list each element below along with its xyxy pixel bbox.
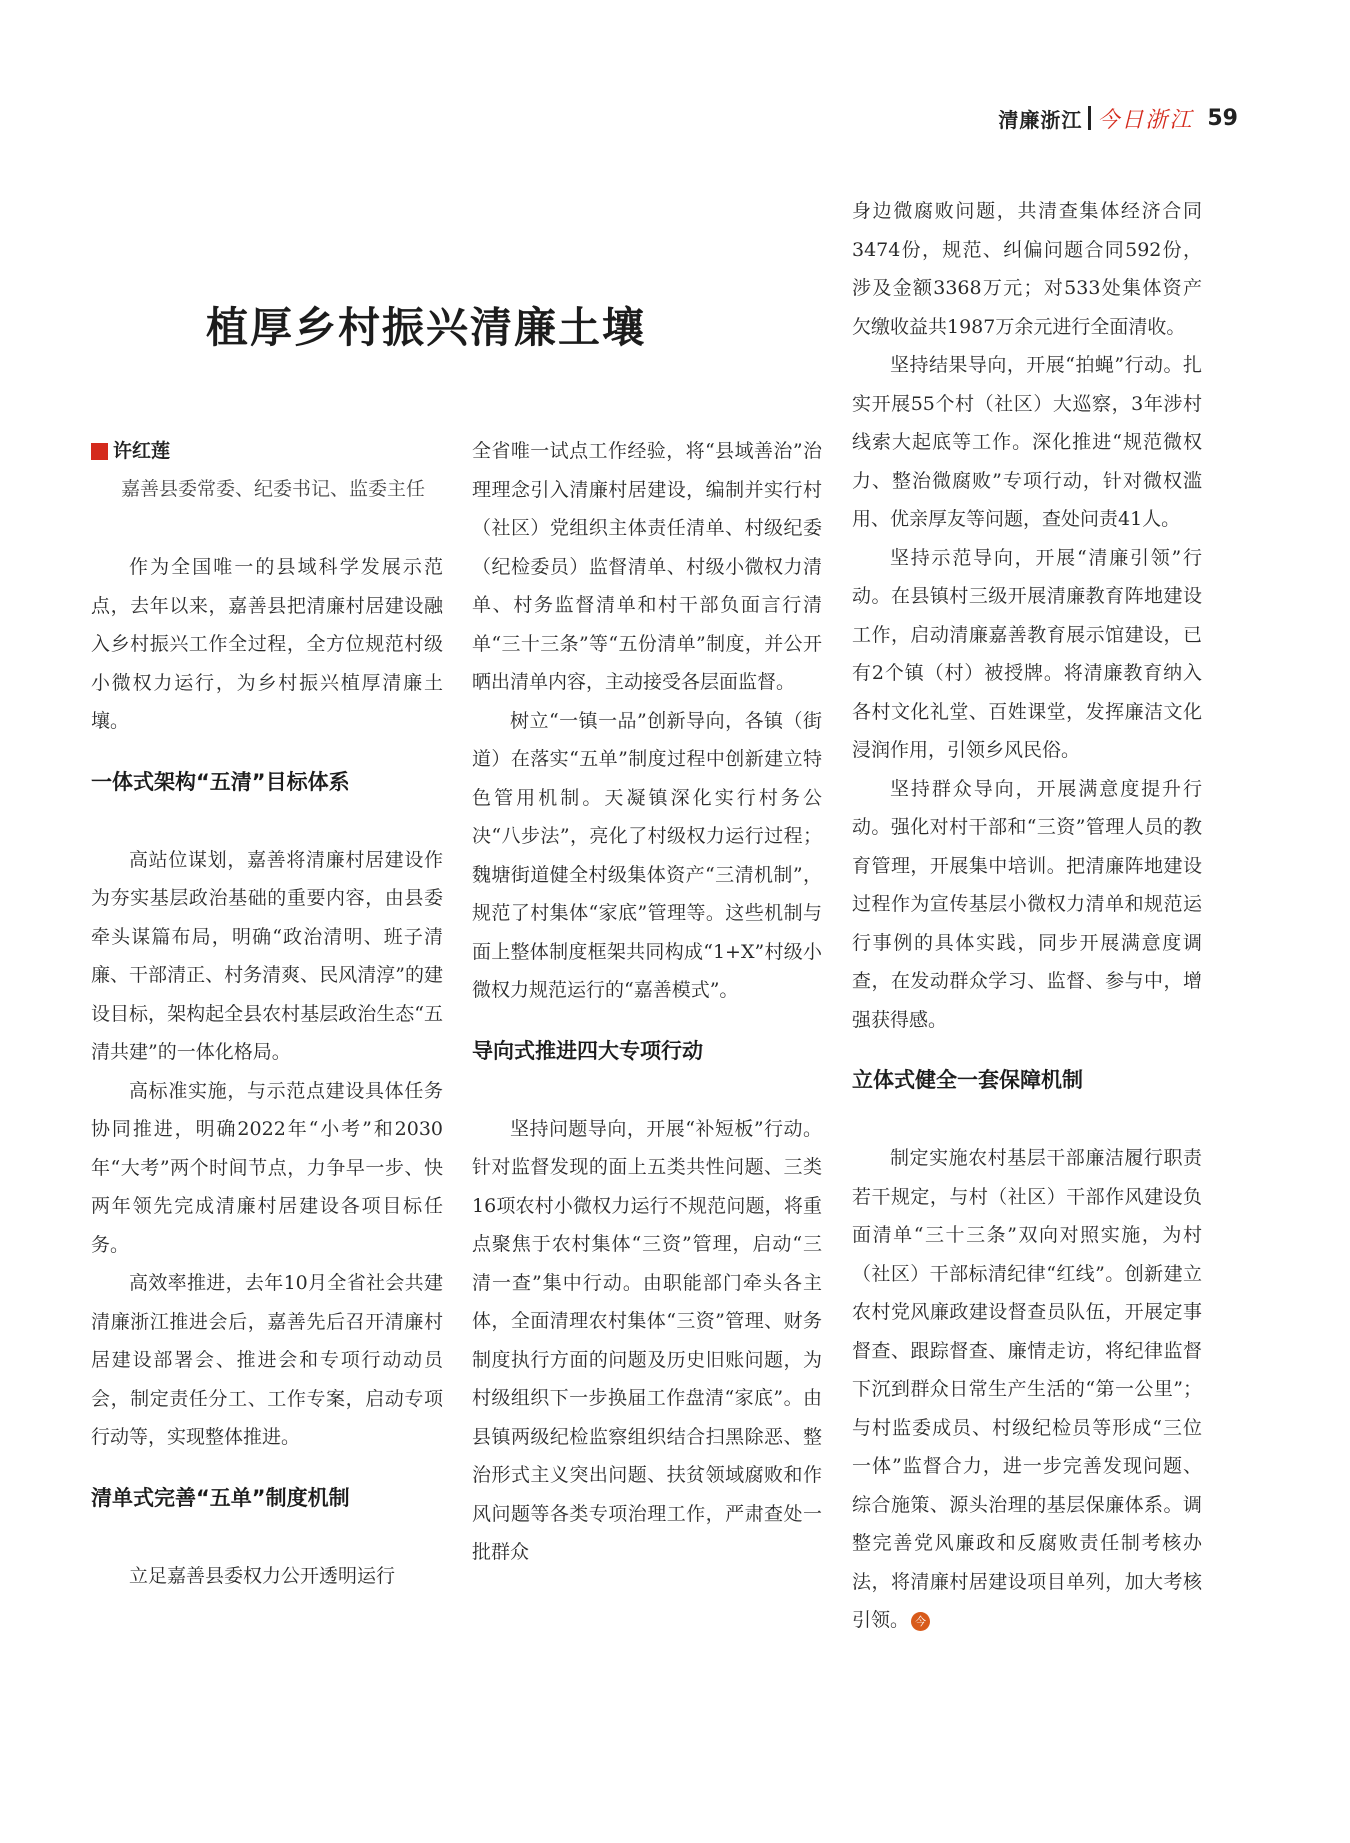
paragraph: 高标准实施，与示范点建设具体任务协同推进，明确2022年“小考”和2030年“大考”两个时间节点，力争早一步、快两年领先完成清廉村居建设各项目标任务。 <box>91 1079 443 1256</box>
author-line <box>91 432 443 470</box>
article-title: 植厚乡村振兴清廉土壤 <box>205 303 646 352</box>
section-heading: 清单式完善“五单”制度机制 <box>91 1485 350 1510</box>
paragraph: 坚持问题导向，开展“补短板”行动。针对监督发现的面上五类共性问题、三类16项农村小微权力运行不规范问题，将重点聚焦于农村集体“三资”管理，启动“三清一查”集中行动。由职能部门牵头各主体，全面清理农村集体“三资”管理、财务制度执行方面的问题及历史旧账问题，为村级组织下一步换届工作盘清“家底”。由县镇两级纪检监察组织结合扫黑除恶、整治形式主义突出问题、扶贫领域腐败和作风问题等各类专项治理工作，严肃查处一批群众 <box>472 1117 822 1563</box>
paragraph: 作为全国唯一的县域科学发展示范点，去年以来，嘉善县把清廉村居建设融入乡村振兴工作全过程，全方位规范村级小微权力运行，为乡村振兴植厚清廉土壤。 <box>91 556 443 732</box>
column-2 <box>472 432 822 1572</box>
magazine-logo: 今日浙江 <box>1097 107 1194 133</box>
end-mark-icon: 今 <box>911 1612 930 1631</box>
section-heading: 导向式推进四大专项行动 <box>472 1038 703 1063</box>
paragraph: 立足嘉善县委权力公开透明运行 <box>129 1564 396 1587</box>
paragraph: 高效率推进，去年10月全省社会共建清廉浙江推进会后，嘉善先后召开清廉村居建设部署会、推进会和专项行动动员会，制定责任分工、工作专案，启动专项行动等，实现整体推进。 <box>91 1272 443 1448</box>
paragraph: 坚持结果导向，开展“拍蝇”行动。扎实开展55个村（社区）大巡察，3年涉村线索大起底等工作。深化推进“规范微权力、整治微腐败”专项行动，针对微权滥用、优亲厚友等问题，查处问责41人。 <box>852 354 1202 530</box>
author-marker-icon <box>91 443 108 460</box>
author-name: 许红莲 <box>113 440 171 462</box>
paragraph: 树立“一镇一品”创新导向，各镇（街道）在落实“五单”制度过程中创新建立特色管用机制。天凝镇深化实行村务公决“八步法”，亮化了村级权力运行过程；魏塘街道健全村级集体资产“三清机制”，规范了村集体“家底”管理等。这些机制与面上整体制度框架共同构成“1+X”村级小微权力规范运行的“嘉善模式”。 <box>472 709 822 1001</box>
section-heading: 一体式架构“五清”目标体系 <box>91 769 350 794</box>
column-3 <box>852 192 1202 1640</box>
paragraph-text: 制定实施农村基层干部廉洁履行职责若干规定，与村（社区）干部作风建设负面清单“三十三条”双向对照实施，为村（社区）干部标清纪律“红线”。创新建立农村党风廉政建设督查员队伍，开展定事督查、跟踪督查、廉情走访，将纪律监督下沉到群众日常生产生活的“第一公里”；与村监委成员、村级纪检员等形成“三位一体”监督合力，进一步完善发现问题、综合施策、源头治理的基层保廉体系。调整完善党风廉政和反腐败责任制考核办法，将清廉村居建设项目单列，加大考核引领。 <box>852 1147 1202 1631</box>
page-number: 59 <box>1207 105 1238 131</box>
section-name: 清廉浙江 <box>998 107 1083 132</box>
paragraph: 身边微腐败问题，共清查集体经济合同3474份，规范、纠偏问题合同592份，涉及金额3368万元；对533处集体资产欠缴收益共1987万余元进行全面清收。 <box>852 200 1202 338</box>
author-position: 嘉善县委常委、纪委书记、监委主任 <box>121 478 426 500</box>
page-header <box>998 103 1238 133</box>
paragraph: 坚持示范导向，开展“清廉引领”行动。在县镇村三级开展清廉教育阵地建设工作，启动清廉嘉善教育展示馆建设，已有2个镇（村）被授牌。将清廉教育纳入各村文化礼堂、百姓课堂，发挥廉洁文化浸润作用，引领乡风民俗。 <box>852 546 1202 761</box>
column-1 <box>91 432 443 1595</box>
paragraph <box>852 1139 1202 1640</box>
paragraph: 坚持群众导向，开展满意度提升行动。强化对村干部和“三资”管理人员的教育管理，开展集中培训。把清廉阵地建设过程作为宣传基层小微权力清单和规范运行事例的具体实践，同步开展满意度调查，在发动群众学习、监督、参与中，增强获得感。 <box>852 777 1202 1031</box>
section-heading: 立体式健全一套保障机制 <box>852 1068 1083 1092</box>
paragraph: 全省唯一试点工作经验，将“县域善治”治理理念引入清廉村居建设，编制并实行村（社区）党组织主体责任清单、村级纪委（纪检委员）监督清单、村级小微权力清单、村务监督清单和村干部负面言行清单“三十三条”等“五份清单”制度，并公开晒出清单内容，主动接受各层面监督。 <box>472 440 822 693</box>
header-divider <box>1088 106 1091 130</box>
paragraph: 高站位谋划，嘉善将清廉村居建设作为夯实基层政治基础的重要内容，由县委牵头谋篇布局，明确“政治清明、班子清廉、干部清正、村务清爽、民风清淳”的建设目标，架构起全县农村基层政治生态“五清共建”的一体化格局。 <box>91 848 443 1063</box>
